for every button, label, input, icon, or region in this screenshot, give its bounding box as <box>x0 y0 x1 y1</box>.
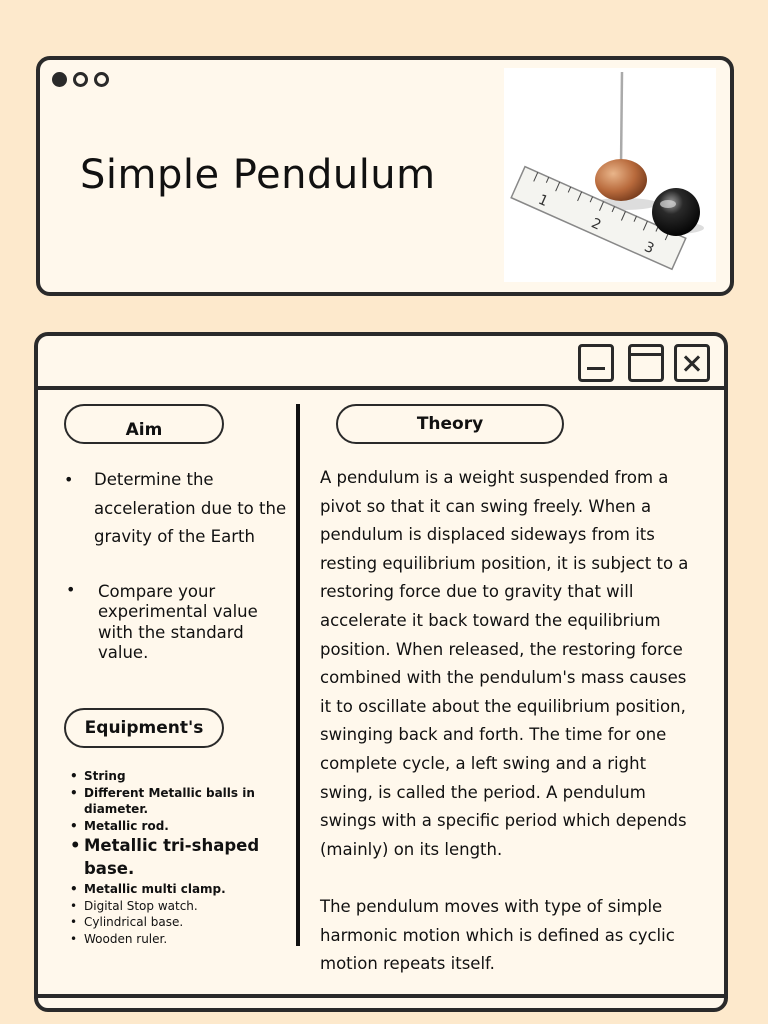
bottom-bar <box>36 994 726 998</box>
close-icon[interactable] <box>674 344 710 382</box>
equipment-list <box>70 768 290 947</box>
theory-paragraph: The pendulum moves with type of simple harmonic motion which is defined as cyclic motion repeats itself. <box>320 896 675 974</box>
title-bar <box>38 336 724 390</box>
list-item: • Digital Stop watch. <box>70 898 290 915</box>
column-divider <box>296 404 300 946</box>
list-item: • Wooden ruler. <box>70 931 290 948</box>
theory-paragraph: A pendulum is a weight suspended from a pivot so that it can swing freely. When a pendulum is displaced sideways from its resting equilibrium position, it is subject to a restoring force due to gravity that will accelerate it back toward the equilibrium position. When released, the restoring force combined with the pendulum's mass causes it to oscillate about the equilibrium position, swinging back and forth. The time for one complete cycle, a left swing and a right swing, is called the period. A pendulum swings with a specific period which depends (mainly) on its length. <box>320 468 689 859</box>
list-item: • Cylindrical base. <box>70 914 290 931</box>
theory-text <box>320 464 692 979</box>
content-window <box>34 332 728 1012</box>
page-title: Simple Pendulum <box>80 152 436 198</box>
maximize-icon[interactable] <box>628 344 664 382</box>
dot-icon <box>94 72 109 87</box>
list-item: • Compare your experimental value with the standard value. <box>60 582 296 664</box>
svg-text:1: 1 <box>535 191 551 211</box>
list-item: • Metallic rod. <box>70 818 290 835</box>
svg-text:3: 3 <box>641 239 657 258</box>
list-item: • Different Metallic balls in diameter. <box>70 785 290 818</box>
equipment-heading: Equipment's <box>64 708 224 748</box>
list-item: • Determine the acceleration due to the gravity of the Earth <box>60 466 296 552</box>
aim-heading: Aim <box>64 404 224 444</box>
minimize-icon[interactable] <box>578 344 614 382</box>
list-item: • Metallic multi clamp. <box>70 881 290 898</box>
dot-icon <box>73 72 88 87</box>
aim-list <box>60 466 296 664</box>
list-item: • String <box>70 768 290 785</box>
dot-icon <box>52 72 67 87</box>
header-window <box>36 56 734 296</box>
svg-text:2: 2 <box>588 215 604 234</box>
pendulum-image <box>504 68 716 282</box>
theory-heading: Theory <box>336 404 564 444</box>
list-item: • Metallic tri-shaped base. <box>70 835 290 880</box>
window-dots <box>52 72 109 87</box>
